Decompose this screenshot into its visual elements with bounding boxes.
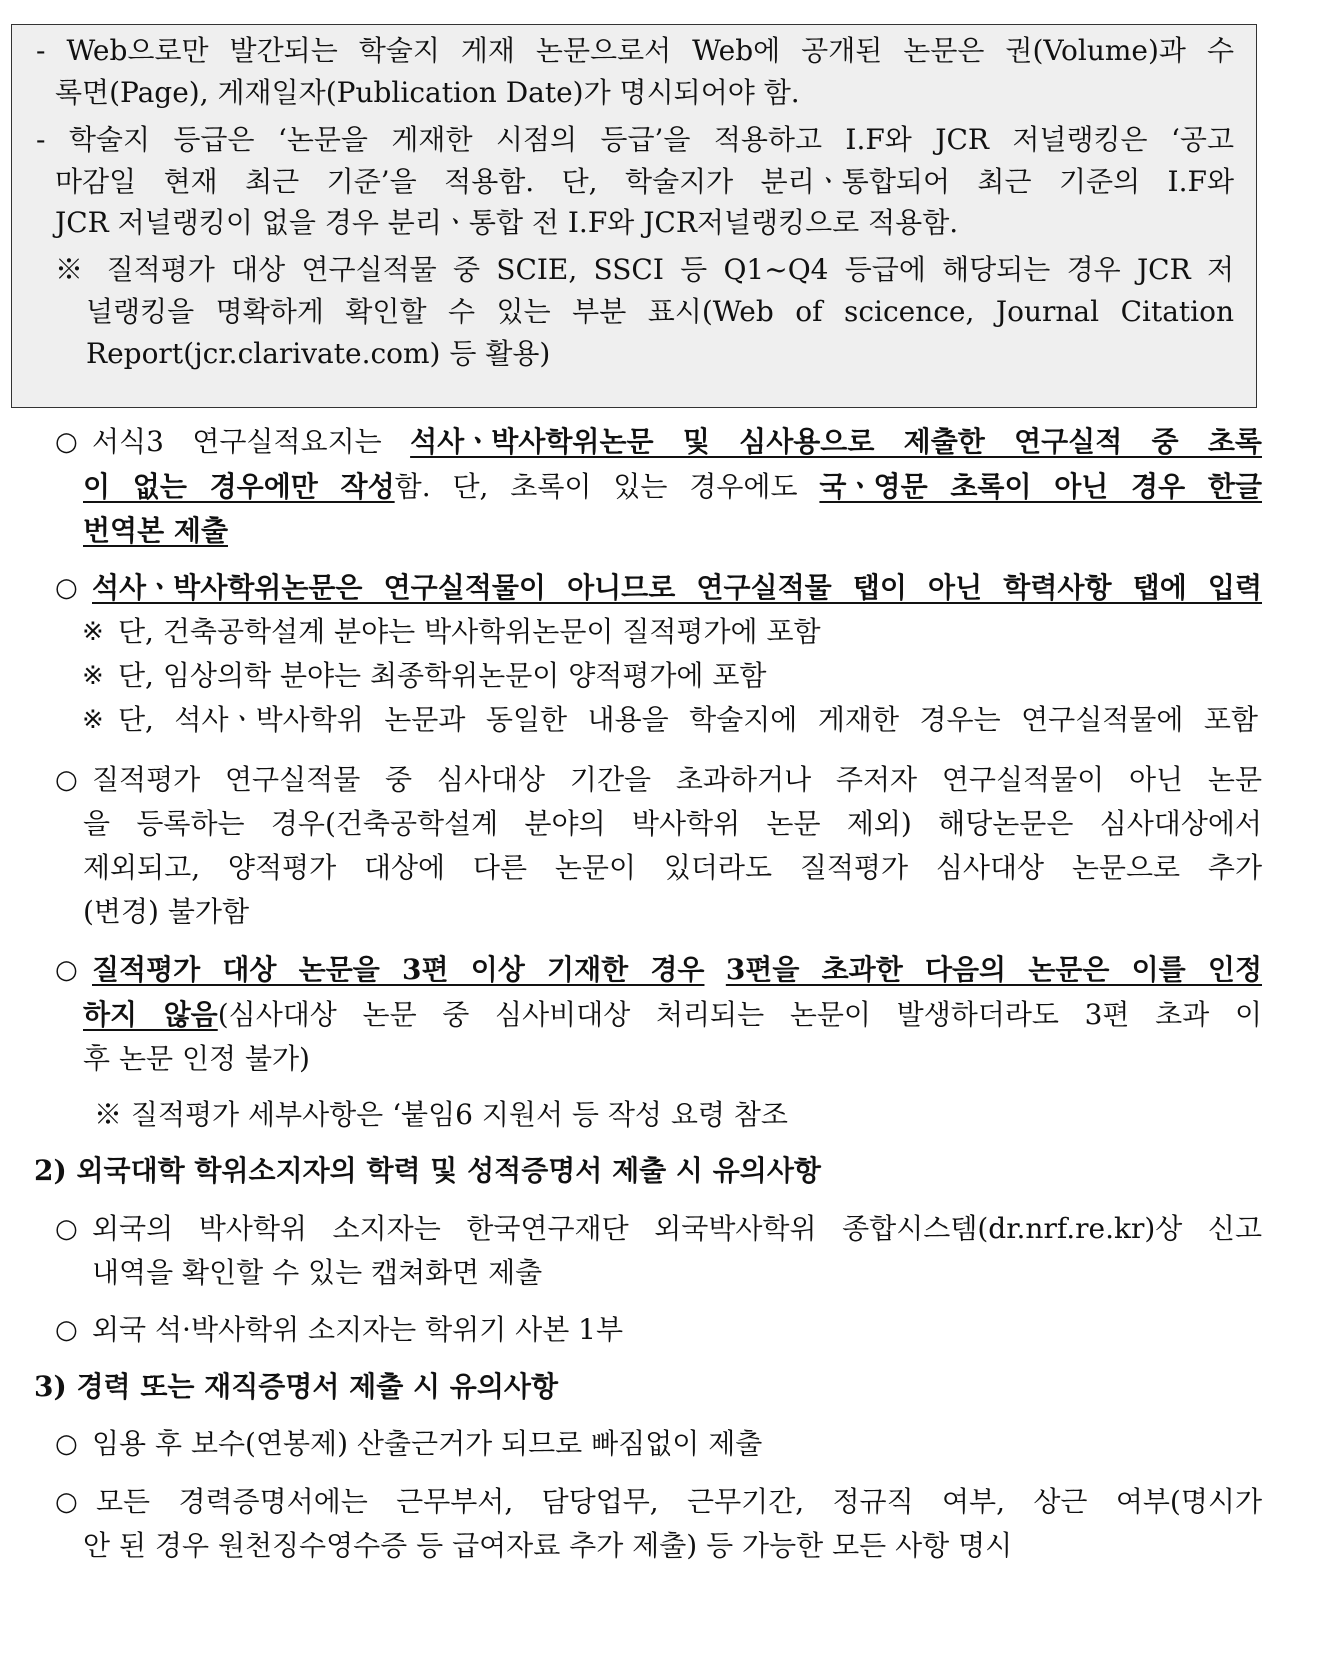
notice-item-2-line-2: 마감일 현재 최근 기준’을 적용함. 단, 학술지가 분리ㆍ통합되어 최근 기준의 I.F와	[55, 165, 1234, 198]
bullet-1-plain: 서식3 연구실적요지는	[92, 425, 411, 458]
bullet-4-emphasis: 하지 않음	[83, 998, 218, 1031]
section-3-heading: 3) 경력 또는 재직증명서 제출 시 유의사항	[34, 1370, 558, 1403]
notice-item-2-line-1: - 학술지 등급은 ‘논문을 게재한 시점의 등급’을 적용하고 I.F와 JCR 저널랭킹은 ‘공고	[36, 123, 1234, 156]
bullet-2-note-2: 단, 임상의학 분야는 최종학위논문이 양적평가에 포함	[118, 659, 767, 692]
bullet-mark: ○	[55, 1214, 78, 1244]
bullet-2-line-1	[92, 570, 1262, 606]
bullet-mark: ○	[55, 765, 78, 795]
note-mark: ※	[82, 617, 104, 647]
bullet-1-plain: 함. 단, 초록이 있는 경우에도	[394, 470, 820, 503]
bullet-2-emphasis: 석사ㆍ박사학위논문은 연구실적물이 아니므로 연구실적물 탭이 아닌 학력사항 탭에 입력	[92, 571, 1262, 604]
bullet-1-line-3	[83, 513, 228, 549]
bullet-4-plain: (심사대상 논문 중 심사비대상 처리되는 논문이 발생하더라도 3편 초과 이	[217, 998, 1262, 1031]
bullet-4-emphasis: 3편을 초과한 다음의 논문은 이를 인정	[725, 953, 1262, 986]
bullet-4-line-2	[83, 997, 1262, 1033]
notice-note-line-3: Report(jcr.clarivate.com) 등 활용)	[86, 337, 551, 370]
section-2-bullet-2: 외국 석·박사학위 소지자는 학위기 사본 1부	[92, 1313, 624, 1346]
bullet-mark: ○	[55, 427, 78, 457]
bullet-4-line-3: 후 논문 인정 불가)	[83, 1042, 310, 1075]
note-mark: ※	[82, 705, 104, 735]
notice-note-line-2: 널랭킹을 명확하게 확인할 수 있는 부분 표시(Web of scicence, Journal Citation	[86, 295, 1234, 328]
bullet-2-note-3: 단, 석사ㆍ박사학위 논문과 동일한 내용을 학술지에 게재한 경우는 연구실적물에 포함	[118, 703, 1258, 736]
bullet-2-note-1: 단, 건축공학설계 분야는 박사학위논문이 질적평가에 포함	[118, 615, 821, 648]
bullet-4-emphasis: 질적평가 대상 논문을 3편 이상 기재한 경우	[92, 953, 705, 986]
bullet-1-emphasis: 번역본 제출	[83, 514, 228, 547]
bullet-mark: ○	[55, 573, 78, 603]
notice-item-1-line-1: - Web으로만 발간되는 학술지 게재 논문으로서 Web에 공개된 논문은 권(Volume)과 수	[36, 34, 1234, 67]
bullet-1-line-1	[92, 424, 1262, 460]
notice-item-1-line-2: 록면(Page), 게재일자(Publication Date)가 명시되어야 함.	[55, 76, 800, 109]
bullet-3-line-3: 제외되고, 양적평가 대상에 다른 논문이 있더라도 질적평가 심사대상 논문으로 추가	[83, 851, 1262, 884]
section-2-bullet-1-line-2: 내역을 확인할 수 있는 캡쳐화면 제출	[92, 1256, 543, 1289]
section-2-bullet-1-line-1: 외국의 박사학위 소지자는 한국연구재단 외국박사학위 종합시스템(dr.nrf.re.kr)상 신고	[92, 1212, 1262, 1245]
bullet-4-line-1	[92, 952, 1262, 988]
bullet-3-line-4: (변경) 불가함	[83, 895, 249, 928]
bullet-4-note: ※ 질적평가 세부사항은 ‘붙임6 지원서 등 작성 요령 참조	[94, 1098, 788, 1131]
bullet-1-line-2	[83, 469, 1262, 505]
section-2-heading: 2) 외국대학 학위소지자의 학력 및 성적증명서 제출 시 유의사항	[34, 1154, 821, 1187]
bullet-3-line-2: 을 등록하는 경우(건축공학설계 분야의 박사학위 논문 제외) 해당논문은 심사대상에서	[83, 807, 1262, 840]
note-mark: ※	[82, 661, 104, 691]
section-3-bullet-2-line-2: 안 된 경우 원천징수영수증 등 급여자료 추가 제출) 등 가능한 모든 사항 명시	[83, 1529, 1013, 1562]
bullet-mark: ○	[55, 1429, 78, 1459]
bullet-1-emphasis: 석사ㆍ박사학위논문 및 심사용으로 제출한 연구실적 중 초록	[410, 425, 1262, 458]
section-3-bullet-2-line-1: 모든 경력증명서에는 근무부서, 담당업무, 근무기간, 정규직 여부, 상근 여부(명시가	[96, 1485, 1262, 1518]
notice-item-2-line-3: JCR 저널랭킹이 없을 경우 분리ㆍ통합 전 I.F와 JCR저널랭킹으로 적용함.	[55, 206, 959, 239]
bullet-mark: ○	[55, 1487, 78, 1517]
section-3-bullet-1: 임용 후 보수(연봉제) 산출근거가 되므로 빠짐없이 제출	[92, 1427, 763, 1460]
notice-note-line-1: ※ 질적평가 대상 연구실적물 중 SCIE, SSCI 등 Q1~Q4 등급에 해당되는 경우 JCR 저	[55, 253, 1234, 286]
bullet-1-emphasis: 국ㆍ영문 초록이 아닌 경우 한글	[819, 470, 1262, 503]
bullet-mark: ○	[55, 1315, 78, 1345]
bullet-1-emphasis: 이 없는 경우에만 작성	[83, 470, 395, 503]
bullet-3-line-1: 질적평가 연구실적물 중 심사대상 기간을 초과하거나 주저자 연구실적물이 아닌 논문	[92, 763, 1262, 796]
bullet-mark: ○	[55, 955, 78, 985]
